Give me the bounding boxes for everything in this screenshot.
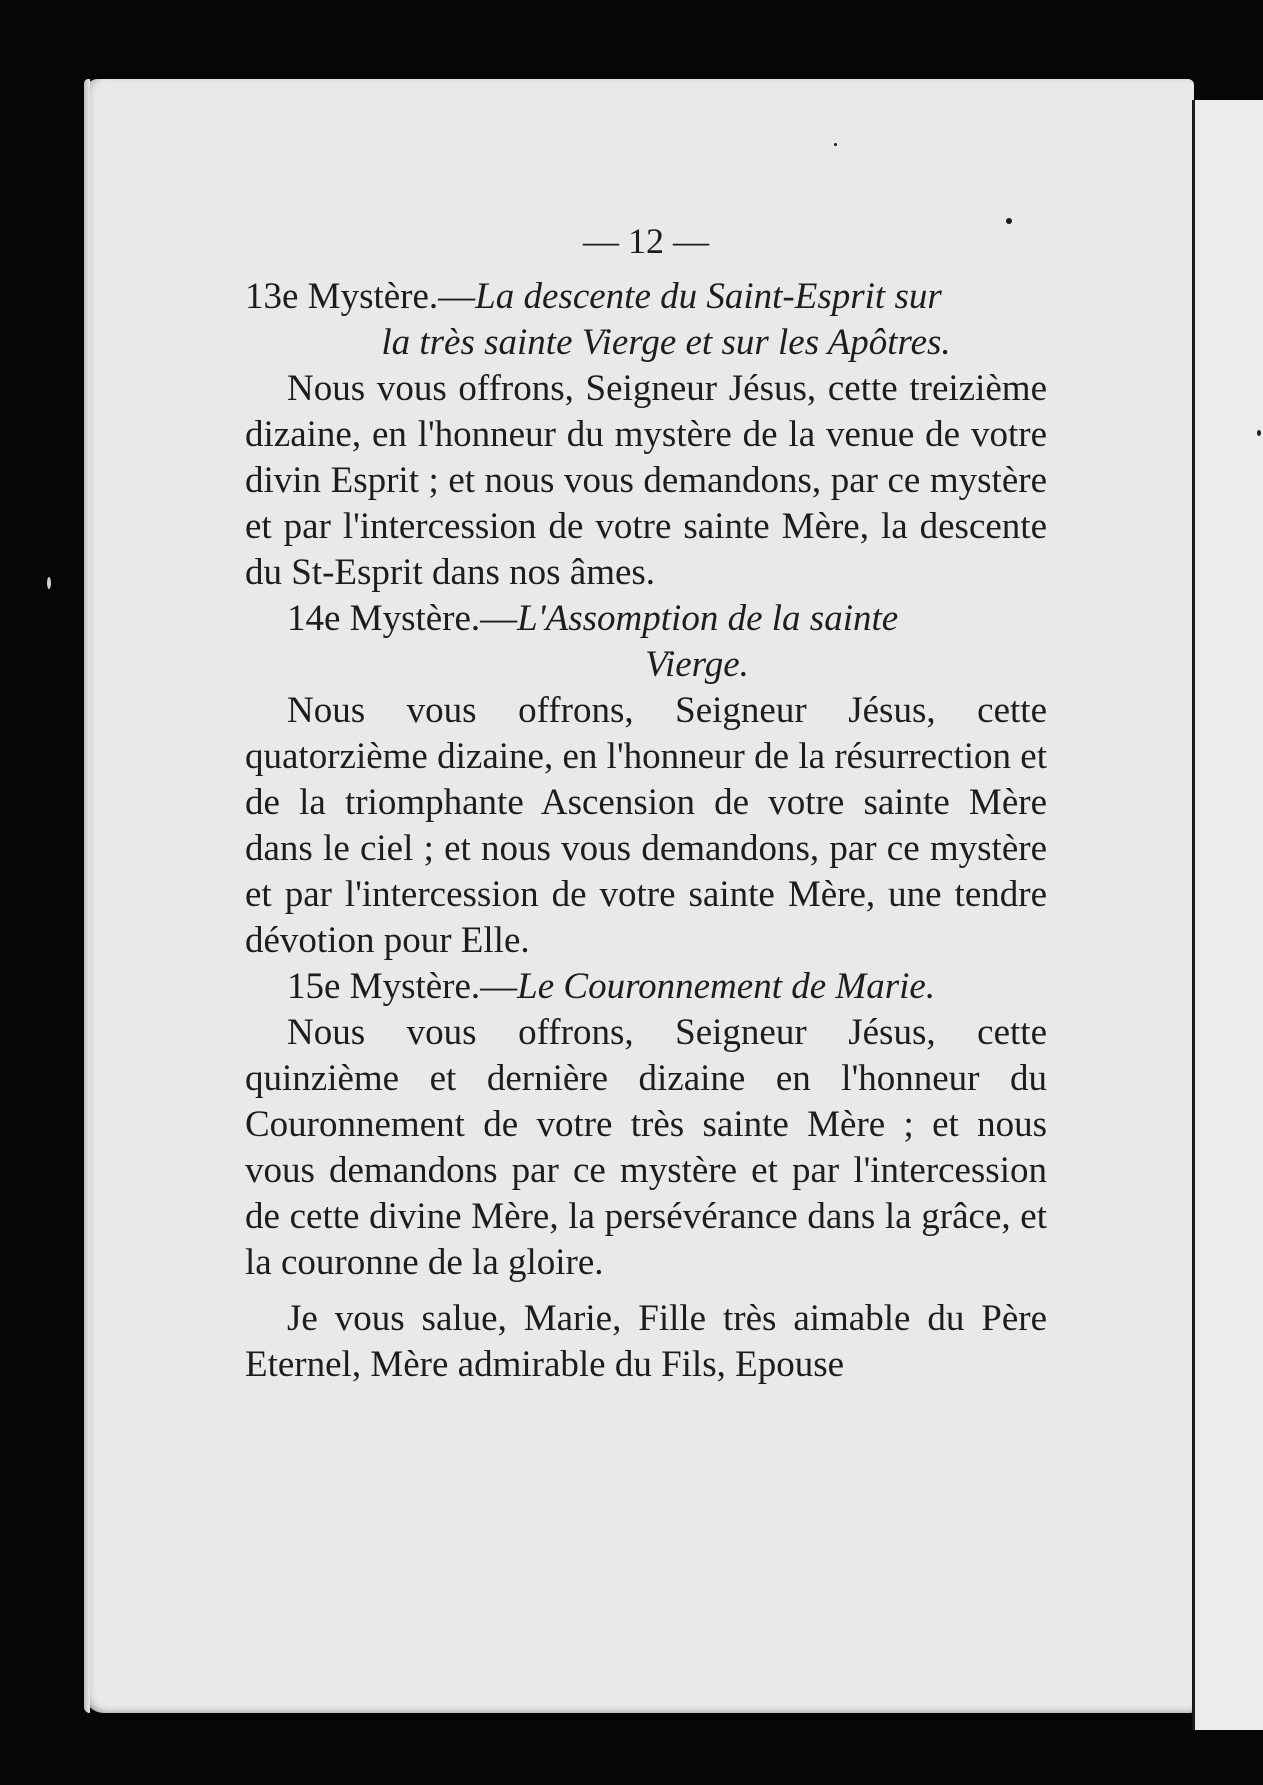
mystery-15-title: Le Couronnement de Marie. <box>517 966 936 1007</box>
dust-speck <box>47 577 51 589</box>
page-text <box>245 218 1047 1388</box>
mystery-15-heading <box>245 964 1047 1010</box>
mystery-13-number: 13e Mystère.— <box>245 276 476 317</box>
mystery-15-body: Nous vous offrons, Seigneur Jésus, cette quinzième et dernière dizaine en l'honneur du Couronnement de votre très sainte Mère ; et nous vous demandons par ce mystère et par l'intercession de cette divine Mère, la persévérance dans la grâce, et la couronne de la gloire. <box>245 1012 1047 1283</box>
dust-speck <box>834 143 837 146</box>
mystery-14-title-cont: Vierge. <box>645 644 749 685</box>
mystery-14-heading <box>245 596 1047 688</box>
page-binding-edge <box>84 79 90 1713</box>
mystery-14-body: Nous vous offrons, Seigneur Jésus, cette quatorzième dizaine, en l'honneur de la résurrection et de la triomphante Ascension de votre sainte Mère dans le ciel ; et nous vous demandons, par ce mystère et par l'intercession de votre sainte Mère, une tendre dévotion pour Elle. <box>245 690 1047 961</box>
closing-prayer: Je vous salue, Marie, Fille très aimable du Père Eternel, Mère admirable du Fils, Epouse <box>245 1298 1047 1385</box>
page-number: — 12 — <box>583 221 709 261</box>
mystery-13-body: Nous vous offrons, Seigneur Jésus, cette treizième dizaine, en l'honneur du mystère de la venue de votre divin Esprit ; et nous vous demandons, par ce mystère et par l'intercession de votre sainte Mère, la descente du St-Esprit dans nos âmes. <box>245 368 1047 593</box>
mystery-13-heading <box>245 274 1047 366</box>
dust-speck <box>1257 430 1261 436</box>
mystery-13-title-cont: la très sainte Vierge et sur les Apôtres. <box>381 322 951 363</box>
adjacent-page-edge <box>1192 100 1263 1730</box>
mystery-14-number: 14e Mystère.— <box>287 598 518 639</box>
mystery-15-number: 15e Mystère.— <box>287 966 518 1007</box>
mystery-14-title: L'Assomption de la sainte <box>517 598 899 639</box>
mystery-13-title: La descente du Saint-Esprit sur <box>475 276 942 317</box>
